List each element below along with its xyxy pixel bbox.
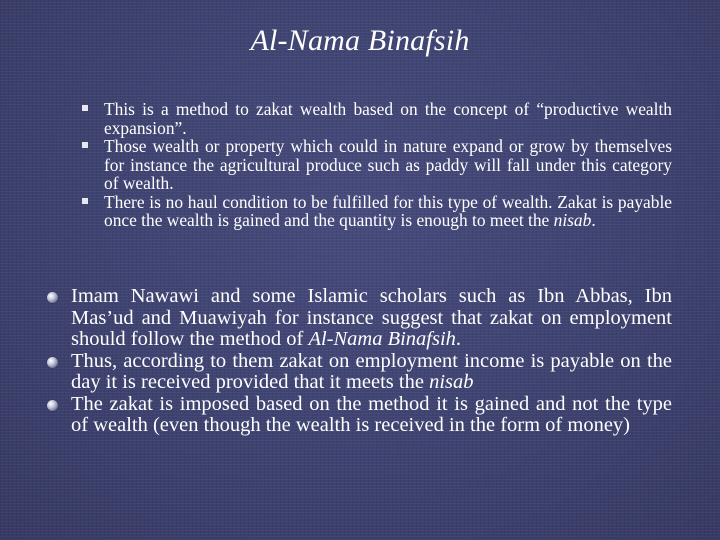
sub-bullet-item xyxy=(78,193,672,230)
bullet-text: This is a method to zakat wealth based on the concept of “productive wealth expansion”. xyxy=(104,99,672,138)
main-bullet-item xyxy=(46,351,672,394)
sphere-bullet-icon xyxy=(47,357,58,368)
sub-bullet-item xyxy=(78,100,672,137)
bullet-text-end: . xyxy=(455,328,462,350)
sphere-bullet-icon xyxy=(47,292,58,303)
main-bullet-item xyxy=(46,394,672,437)
bullet-text-italic: Al-Nama Binafsih xyxy=(308,328,456,350)
bullet-text: Those wealth or property which could in nature expand or grow by themselves for instance the agricultural produce such as paddy will fall under this category of wealth. xyxy=(104,136,672,193)
bullet-text: There is no haul condition to be fulfilled for this type of wealth. Zakat is payable once the wealth is gained and the quantity is enough to meet the xyxy=(104,191,672,230)
square-bullet-icon xyxy=(82,142,88,148)
bullet-text-italic: nisab xyxy=(553,210,592,230)
square-bullet-icon xyxy=(82,105,88,111)
slide-title: Al-Nama Binafsih xyxy=(250,24,470,57)
square-bullet-icon xyxy=(82,198,88,204)
sphere-bullet-icon xyxy=(47,400,58,411)
main-bullet-list xyxy=(46,286,672,437)
bullet-text: The zakat is imposed based on the method it is gained and not the type of wealth (even though the wealth is received in the form of money) xyxy=(71,392,672,436)
bullet-text: Thus, according to them zakat on employment income is payable on the day it is received provided that it meets the xyxy=(71,349,672,393)
bullet-text: Imam Nawawi and some Islamic scholars such as Ibn Abbas, Ibn Mas’ud and Muawiyah for instance suggest that zakat on employment should follow the method of xyxy=(71,285,672,350)
bullet-text-end: . xyxy=(591,210,596,230)
bullet-text-italic: nisab xyxy=(429,371,474,393)
sub-bullet-list xyxy=(78,100,672,230)
main-bullet-item xyxy=(46,286,672,351)
sub-bullet-item xyxy=(78,137,672,193)
